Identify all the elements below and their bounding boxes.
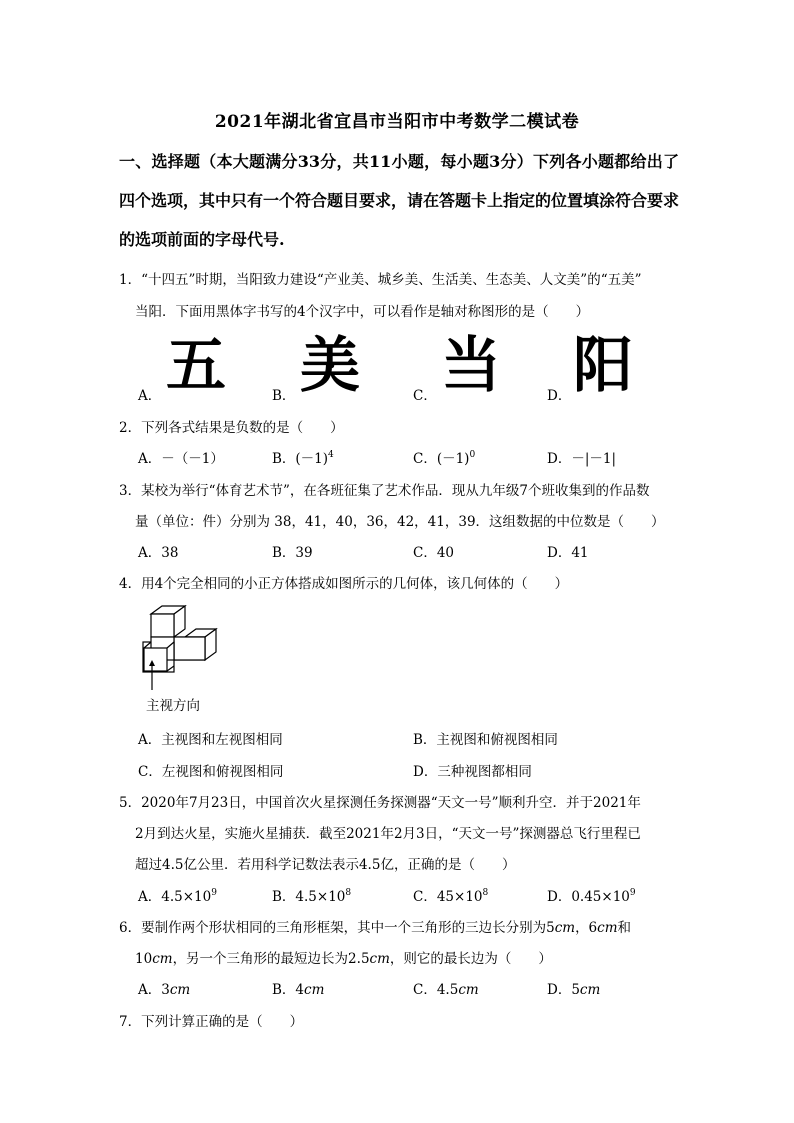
question-5-line-1: 5．2020年7月23日，中国首次火星探测任务探测器“天文一号”顺利升空．并于2021年: [119, 795, 641, 811]
q3-option-b: B．39: [272, 545, 313, 561]
q1-option-d-label: D．: [547, 388, 572, 404]
q5-option-d: D．$0.45\times 10^9$: [547, 888, 636, 905]
page-title: 2021年湖北省宜昌市当阳市中考数学二模试卷: [214, 112, 580, 132]
q6-option-c: C．4.5cm: [413, 982, 479, 998]
q1-option-b-glyph: 美: [300, 331, 360, 401]
q4-option-d: D．三种视图都相同: [413, 764, 532, 780]
figure-label: 主视方向: [146, 698, 200, 714]
q1-option-a-label: A．: [138, 388, 162, 404]
question-3-line-1: 3．某校为举行“体育艺术节”，在各班征集了艺术作品．现从九年级7个班收集到的作品数: [119, 483, 650, 499]
q4-option-a: A．主视图和左视图相同: [138, 732, 283, 748]
q5-option-c: C．$45\times 10^8$: [413, 888, 489, 905]
question-6-line-2: 10cm，另一个三角形的最短边长为2.5cm，则它的最长边为（ ）: [135, 951, 552, 967]
question-2-stem: 2．下列各式结果是负数的是（ ）: [119, 420, 344, 436]
q3-option-a: A．38: [138, 545, 179, 561]
q3-option-c: C．40: [413, 545, 455, 561]
question-4-stem: 4．用4个完全相同的小正方体搭成如图所示的几何体，该几何体的（ ）: [119, 576, 569, 592]
section-instructions: 一、选择题（本大题满分33分，共11小题，每小题3分）下列各小题都给出了四个选项，其中只有一个符合题目要求，请在答题卡上指定的位置填涂符合要求的选项前面的字母代号.: [119, 152, 680, 249]
q4-option-c: C．左视图和俯视图相同: [138, 764, 284, 780]
q2-option-b: B．$(-1)^4$: [272, 450, 334, 467]
q6-option-b: B．4cm: [272, 982, 325, 998]
question-5-line-2: 2月到达火星，实施火星捕获．截至2021年2月3日，“天文一号”探测器总飞行里程已: [135, 826, 641, 842]
question-7-stem: 7．下列计算正确的是（ ）: [119, 1014, 304, 1030]
q6-option-a: A．3cm: [138, 982, 191, 998]
q1-option-c-glyph: 当: [441, 331, 501, 401]
q5-option-a: A．$4.5\times 10^9$: [138, 888, 217, 905]
q1-option-a-glyph: 五: [166, 331, 226, 401]
question-6-line-1: 6．要制作两个形状相同的三角形框架，其中一个三角形的三边长分别为5cm，6cm和: [119, 920, 632, 936]
q1-option-c-label: C．: [413, 388, 437, 404]
cube-figure: [138, 604, 218, 696]
question-1-line-1: 1．“十四五”时期，当阳致力建设“产业美、城乡美、生活美、生态美、人文美”的“五美”: [119, 272, 642, 288]
q2-option-c: C．$(-1)^0$: [413, 450, 476, 467]
q4-option-b: B．主视图和俯视图相同: [413, 732, 558, 748]
q6-option-d: D．5cm: [547, 982, 601, 998]
q5-option-b: B．$4.5\times 10^8$: [272, 888, 352, 905]
q1-option-d-glyph: 阳: [573, 331, 633, 401]
question-5-line-3: 超过4.5亿公里．若用科学记数法表示4.5亿，正确的是（ ）: [135, 857, 516, 873]
q3-option-d: D．41: [547, 545, 589, 561]
q2-option-a: A．－（－1）: [138, 451, 224, 467]
question-1-line-2: 当阳．下面用黑体字书写的4个汉字中，可以看作是轴对称图形的是（ ）: [135, 304, 590, 320]
q1-option-b-label: B．: [272, 388, 296, 404]
q2-option-d: D．－|－1|: [547, 451, 617, 467]
question-3-line-2: 量（单位：件）分别为 38，41，40，36，42，41，39．这组数据的中位数是（ ）: [135, 514, 665, 530]
